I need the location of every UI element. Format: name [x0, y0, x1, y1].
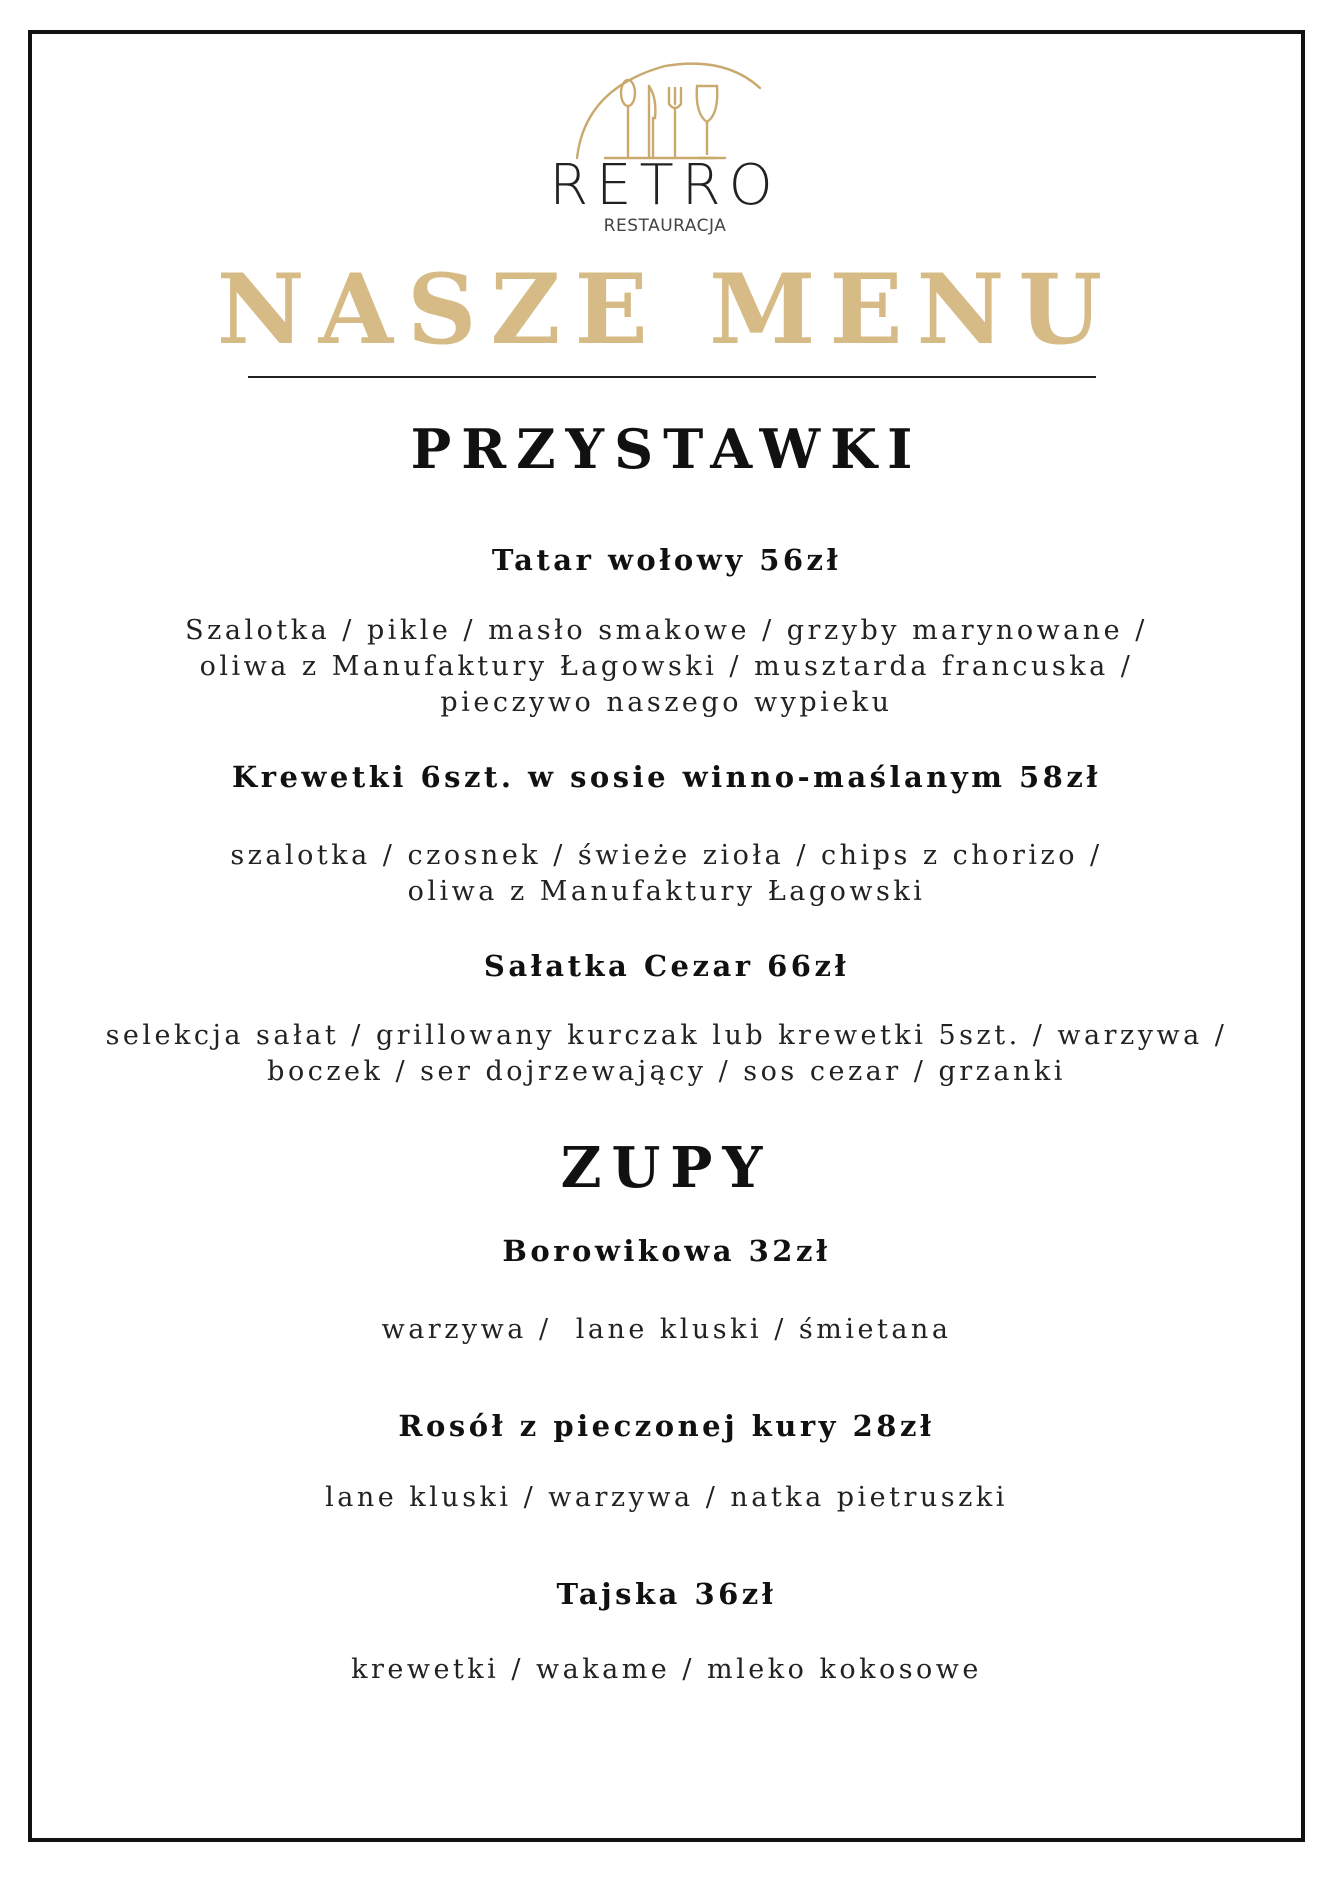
logo-name: RETRO: [549, 153, 781, 218]
dish-description: [0, 1018, 1333, 1090]
description-line: oliwa z Manufaktury Łagowski / musztarda francuska /: [199, 651, 1134, 682]
dish-name: Krewetki 6szt. w sosie winno-maślanym 58zł: [232, 760, 1101, 794]
description-line: boczek / ser dojrzewający / sos cezar / grzanki: [267, 1056, 1066, 1087]
dish-name: Tajska 36zł: [556, 1577, 777, 1611]
description-line: selekcja sałat / grillowany kurczak lub krewetki 5szt. / warzywa /: [105, 1020, 1228, 1051]
description-line: szalotka / czosnek / świeże zioła / chips z chorizo /: [230, 840, 1103, 871]
restaurant-logo: [545, 58, 785, 238]
section-heading-przystawki: PRZYSTAWKI: [410, 417, 923, 481]
description-line: Szalotka / pikle / masło smakowe / grzyby marynowane /: [185, 615, 1148, 646]
dish-description: [0, 1480, 1333, 1516]
description-line: krewetki / wakame / mleko kokosowe: [351, 1654, 982, 1685]
dish-description: [0, 1652, 1333, 1688]
description-line: warzywa / lane kluski / śmietana: [381, 1314, 952, 1345]
menu-title: NASZE MENU: [216, 253, 1117, 366]
title-divider: [248, 376, 1096, 378]
dish-description: [0, 838, 1333, 910]
description-line: pieczywo naszego wypieku: [440, 687, 893, 718]
dish-name: Tatar wołowy 56zł: [491, 543, 842, 577]
dish-description: [0, 613, 1333, 721]
dish-name: Borowikowa 32zł: [502, 1234, 831, 1268]
section-heading-zupy: ZUPY: [560, 1135, 773, 1201]
description-line: lane kluski / warzywa / natka pietruszki: [325, 1482, 1008, 1513]
description-line: oliwa z Manufaktury Łagowski: [407, 876, 926, 907]
logo-subtitle: RESTAURACJA: [603, 216, 727, 236]
dish-name: Sałatka Cezar 66zł: [483, 949, 850, 983]
dish-description: [0, 1312, 1333, 1348]
dish-name: Rosół z pieczonej kury 28zł: [398, 1409, 935, 1443]
cutlery-arc-icon: [545, 58, 785, 168]
